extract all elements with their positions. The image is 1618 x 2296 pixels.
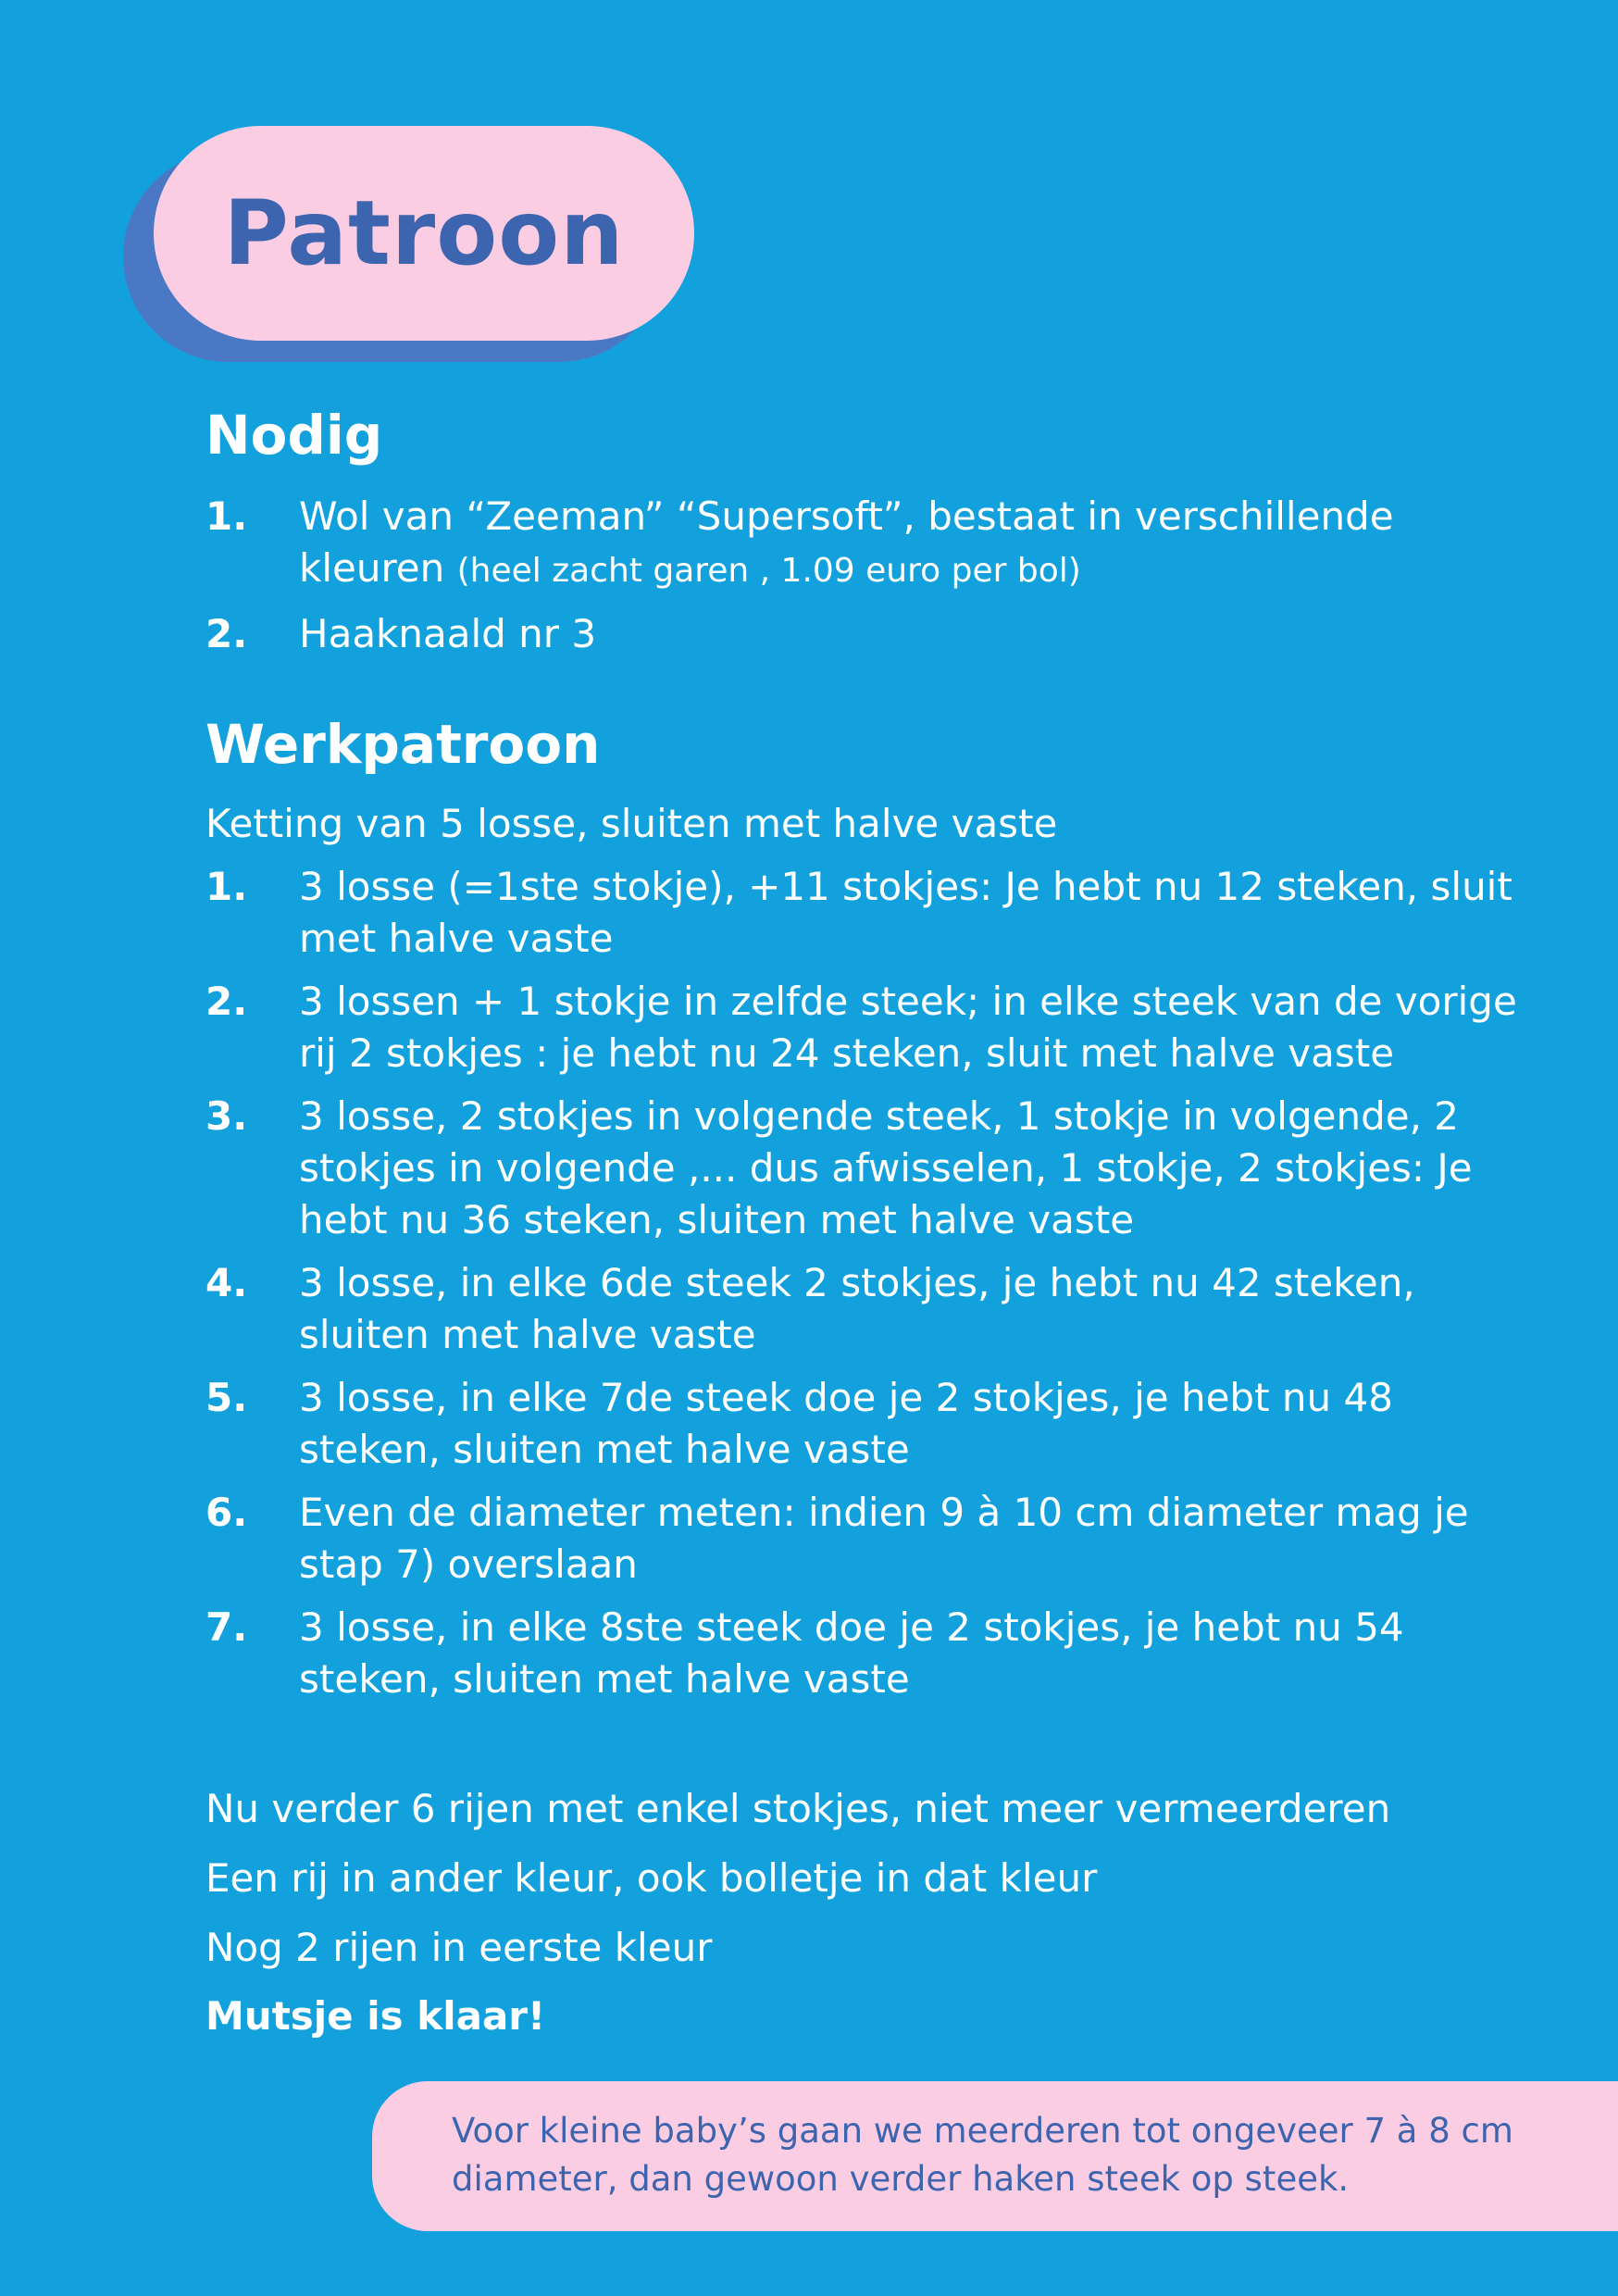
step-item [205,976,1520,1079]
nodig-heading: Nodig [205,404,383,467]
step-text: 3 losse, in elke 6de steek 2 stokjes, je hebt nu 42 steken, sluiten met halve vaste [299,1260,1415,1357]
step-text: 3 lossen + 1 stokje in zelfde steek; in elke steek van de vorige rij 2 stokjes : je hebt nu 24 steken, sluit met halve vaste [299,979,1517,1076]
step-number: 7. [205,1604,248,1650]
list-number: 1. [205,493,248,539]
werkpatroon-heading: Werkpatroon [205,713,601,776]
list-text [299,491,1520,597]
step-number: 6. [205,1490,248,1535]
step-number: 3. [205,1093,248,1139]
werkpatroon-steps [205,861,1520,1716]
step-text: 3 losse, in elke 7de steek doe je 2 stokjes, je hebt nu 48 steken, sluiten met halve vaste [299,1375,1393,1472]
done-line: Mutsje is klaar! [205,1993,546,2039]
step-text: 3 losse, 2 stokjes in volgende steek, 1 stokje in volgende, 2 stokjes in volgende ,... dus afwisselen, 1 stokje, 2 stokjes: Je hebt nu 36 steken, sluiten met halve vaste [299,1093,1473,1242]
step-item [205,861,1520,965]
after-line-3: Nog 2 rijen in eerste kleur [205,1925,713,1970]
list-number: 2. [205,611,248,656]
step-number: 4. [205,1260,248,1305]
step-number: 5. [205,1375,248,1420]
step-item [205,1602,1520,1705]
step-item [205,1257,1520,1361]
list-item [205,491,1520,597]
step-number: 2. [205,979,248,1024]
after-line-1: Nu verder 6 rijen met enkel stokjes, niet meer vermeerderen [205,1786,1391,1831]
step-text: Even de diameter meten: indien 9 à 10 cm diameter mag je stap 7) overslaan [299,1490,1469,1587]
step-item [205,1372,1520,1476]
list-text: Haaknaald nr 3 [299,611,597,656]
step-number: 1. [205,864,248,909]
title-badge [154,126,694,341]
step-item [205,1487,1520,1591]
note-text: Voor kleine baby’s gaan we meerderen tot ongeveer 7 à 8 cm diameter, dan gewoon verder haken steek op steek. [452,2111,1513,2199]
list-item [205,608,1520,660]
step-text: 3 losse, in elke 8ste steek doe je 2 stokjes, je hebt nu 54 steken, sluiten met halve vaste [299,1604,1404,1702]
list-text-note: (heel zacht garen , 1.09 euro per bol) [456,552,1081,590]
list-text-main: Wol van “Zeeman” “Supersoft”, bestaat in verschillende kleuren [299,493,1394,591]
step-item [205,1091,1520,1246]
werkpatroon-intro: Ketting van 5 losse, sluiten met halve vaste [205,801,1058,846]
nodig-list [205,491,1520,671]
step-text: 3 losse (=1ste stokje), +11 stokjes: Je hebt nu 12 steken, sluit met halve vaste [299,864,1512,961]
page-title: Patroon [223,181,625,285]
after-line-2: Een rij in ander kleur, ook bolletje in dat kleur [205,1855,1098,1901]
